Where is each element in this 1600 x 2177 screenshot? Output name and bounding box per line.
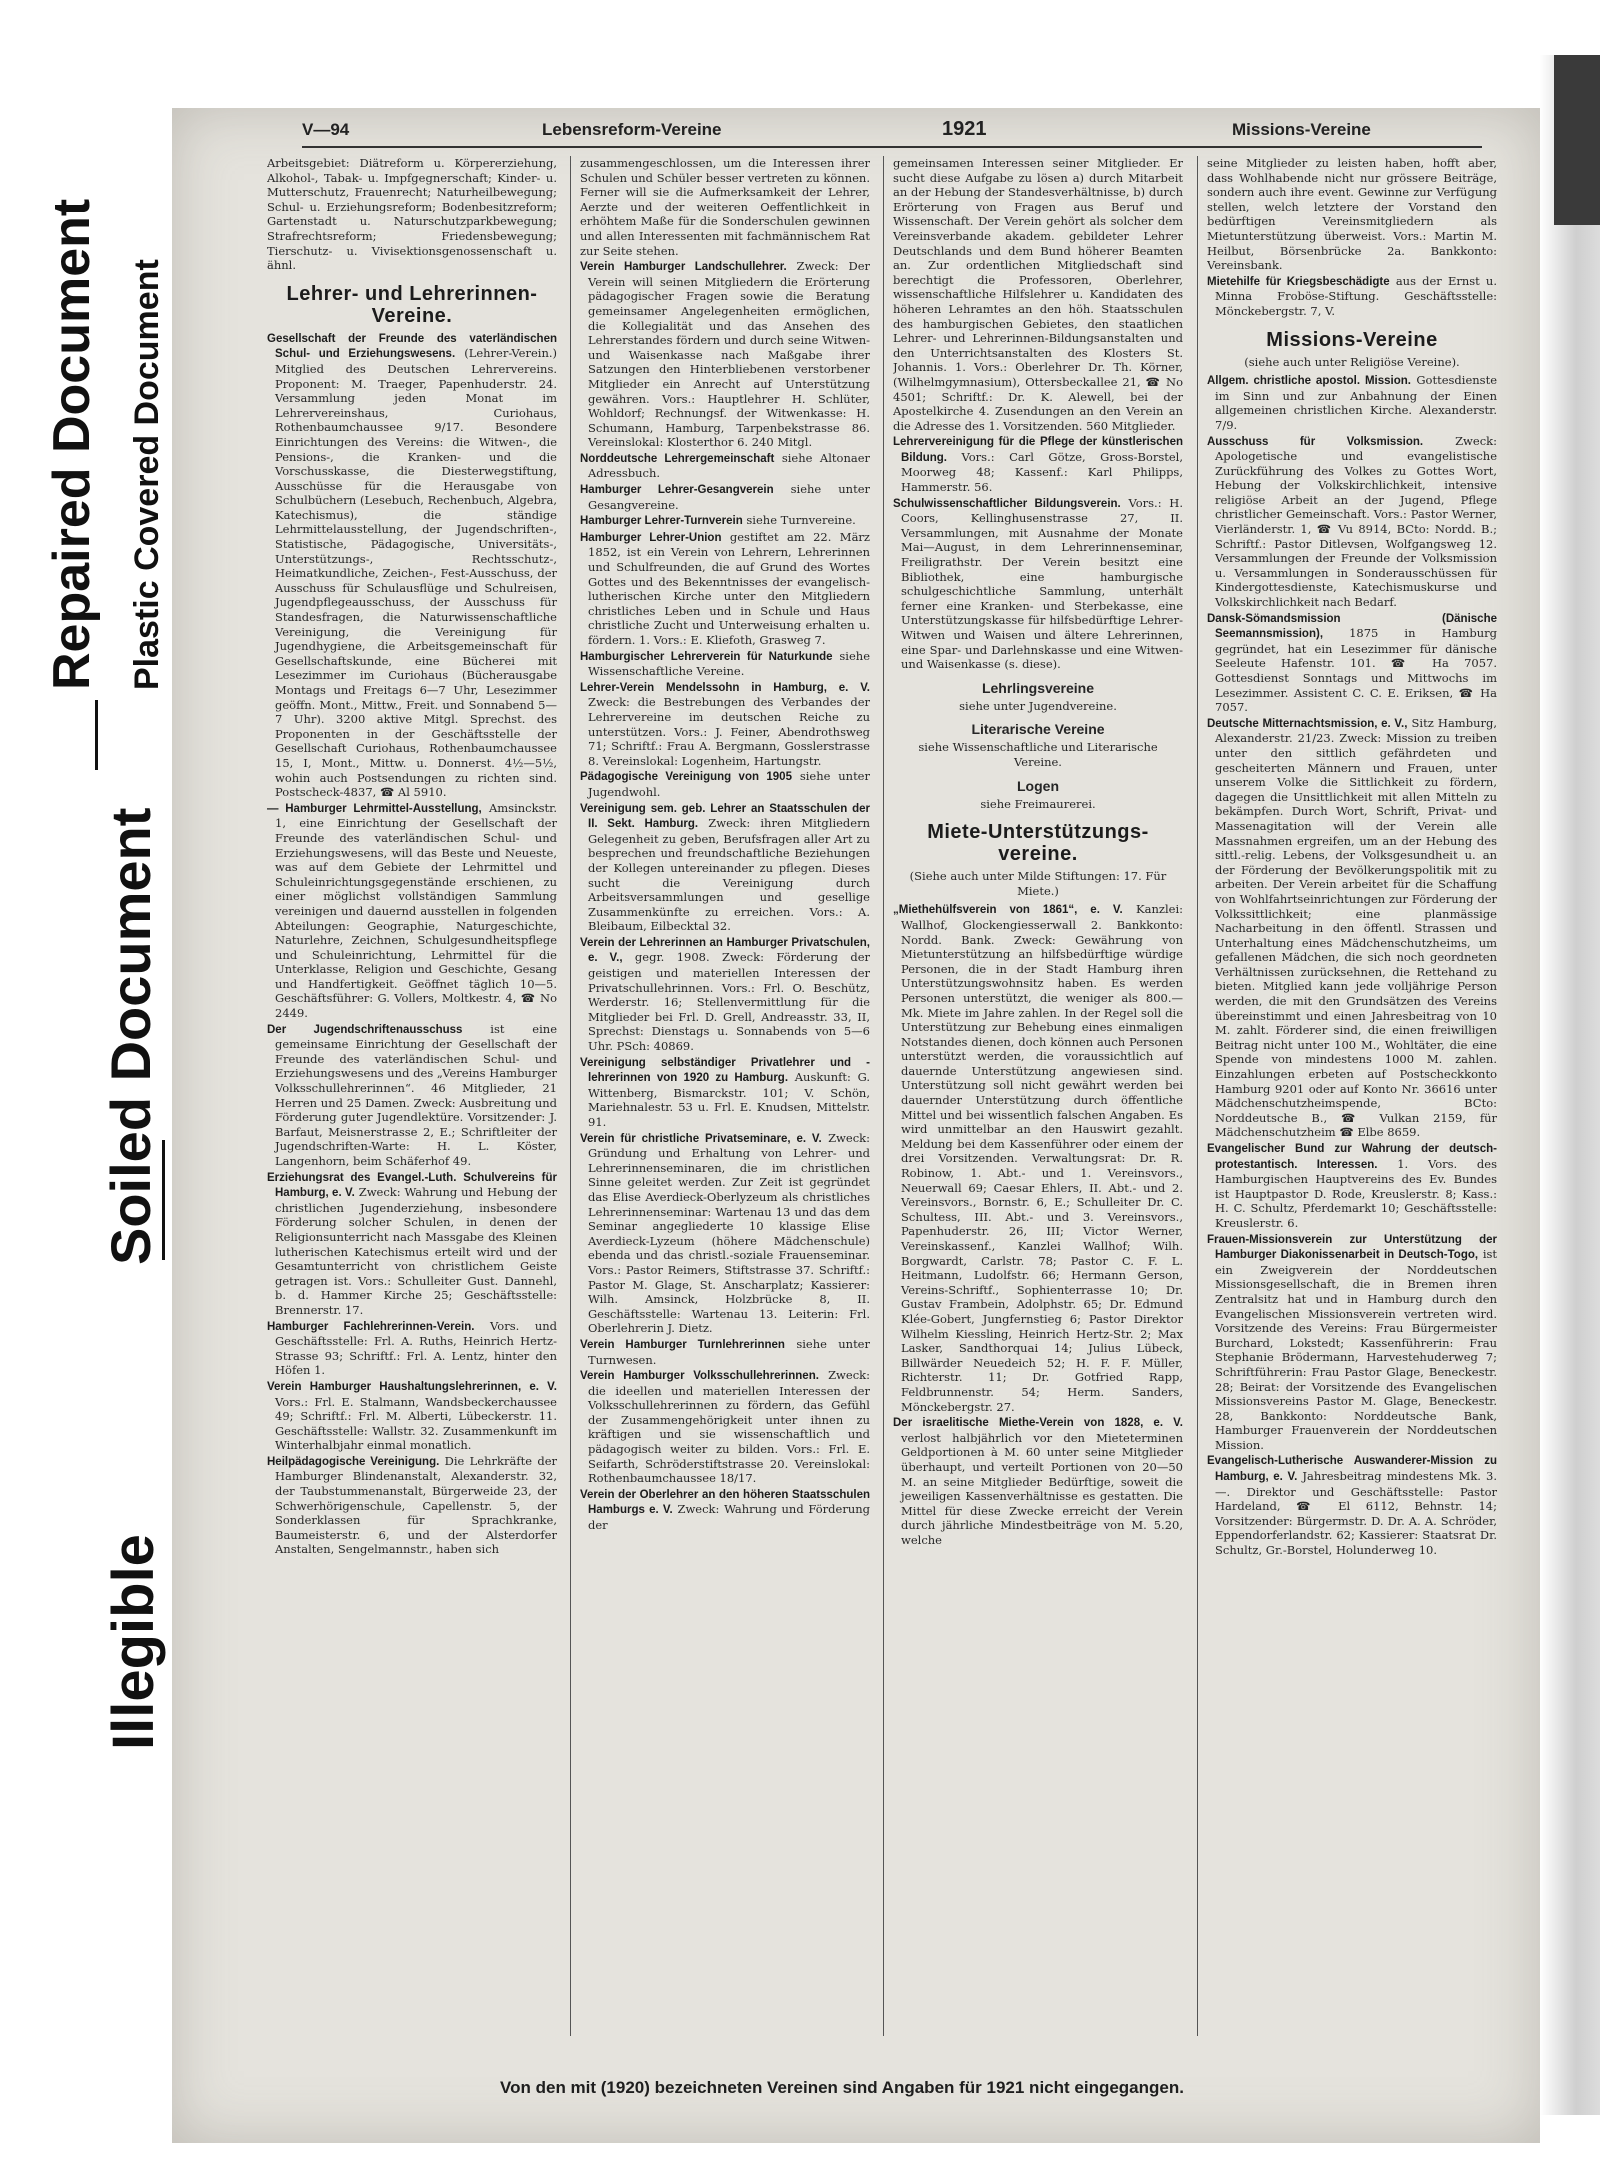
entry-text: Vors.: Frl. E. Stalmann, Wandsbeckerchaussee 49; Schriftf.: Frl. M. Alberti, Lübeckerstr. 11. Geschäftsstelle: Wallstr. 32. Zusammenkunft im Winterhalbjahr einmal monatlich. — [275, 1394, 557, 1453]
list-item — [580, 769, 870, 799]
entry-text: siehe Wissenschaftliche Vereine. — [588, 648, 870, 679]
entry-text: Vors. und Geschäftsstelle: Frl. A. Ruths, Heinrich Hertz-Strasse 93; Schriftf.: Frl. A. Lentz, hinter den Höfen 1. — [275, 1318, 557, 1378]
list-item — [580, 482, 870, 512]
entry-name: Verein der Oberlehrer an den höheren Staatsschulen Hamburgs e. V. — [580, 1488, 870, 1517]
entry-name: Allgem. christliche apostol. Mission. — [1207, 375, 1411, 388]
entry-text: Auskunft: G. Wittenberg, Bismarckstr. 101; V. Schön, Mariehnalestr. 53 u. Frl. E. Knudsen, Mittelstr. 91. — [588, 1070, 870, 1129]
text-columns — [267, 156, 1512, 2076]
section-subtitle: siehe Wissenschaftliche und Literarische Vereine. — [918, 740, 1158, 769]
entry-text: gegr. 1908. Zweck: Förderung der geistigen und materiellen Interessen der Privatschullehrinnen. Vors.: Frl. O. Beschütz, Werderstr. 16; Stellenvermittlung für die Mitglieder bei Frl. D. Grell, Andreasstr. 33, II, Sprechst: Dienstags u. Sonnabends von 5—6 Uhr. PSch: 40869. — [588, 950, 870, 1054]
condition-tags — [0, 0, 185, 2177]
section-heading: Missions-Vereine — [1266, 328, 1438, 351]
entry-text: Zweck: Der Verein will seinen Mitgliedern die Erörterung pädagogischer Fragen sowie die Beratung gemeinsamer Angelegenheiten ermöglichen, die Kollegialität und das Ansehen des Lehrerstandes fördern und durch seine Witwen- und Waisenkasse nach Maßgabe ihrer Satzungen den Hinterbliebenen verstorbener Mitglieder ein Anrecht auf Unterstützung gewähren. Vors.: Hauptlehrer H. Schlüter, Wohldorf; Rechnungsf. der Witwenkasse: H. Schumann, Hamburg, Tarpenbekstrasse 86. Vereinslokal: Klosterthor 6. 240 Mitgl. — [588, 259, 870, 450]
list-item — [580, 259, 870, 450]
column-4 — [1207, 156, 1497, 2056]
tag-divider — [162, 1140, 165, 1260]
entry-text: Vors.: H. Coors, Kellinghusenstrasse 27, II. Versammlungen, mit Ausnahme der Monate Mai—August, in dem Lehrerinnenseminar, Freiligrathstr. Der Verein besitzt eine Bibliothek, eine hamburgische schulgeschichtliche Sammlung, unterhält ferner eine Kranken- und Sterbekasse, eine Unterstützungskasse für hilfsbedürftige Lehrer-Witwen und Waisen und ältere Lehrerinnen, eine Spar- und Darlehnskasse und eine Witwen- und Waisenkasse (s. diese). — [901, 495, 1183, 672]
tag-repaired-document: Repaired Document — [43, 198, 101, 690]
entry-name: Heilpädagogische Vereinigung. — [267, 1455, 440, 1468]
entry-name: Evangelisch-Lutherische Auswanderer-Mission zu Hamburg, e. V. — [1207, 1455, 1497, 1484]
entry-name: Mietehilfe für Kriegsbeschädigte — [1207, 275, 1390, 288]
entry-text: siehe Altonaer Adressbuch. — [588, 450, 870, 481]
entry-text: Gottesdienste im Sinn und zur Anbahnung der Einen allgemeinen christlichen Kirche. Alexanderstr. 7/9. — [1215, 373, 1497, 432]
entry-name: — Hamburger Lehrmittel-Ausstellung, — [267, 802, 482, 815]
entry-text: siehe unter Gesangvereine. — [588, 482, 870, 512]
entry-name: Deutsche Mitternachtsmission, e. V., — [1207, 717, 1408, 730]
entry-name: Norddeutsche Lehrergemeinschaft — [580, 452, 775, 465]
column-3 — [893, 156, 1183, 2056]
list-item — [1207, 1232, 1497, 1453]
paragraph: gemeinsamen Interessen seiner Mitglieder. Er sucht diese Aufgabe zu lösen a) durch Mitarbeit an der Hebung der Standesverhältnisse, b) durch Erörterung von Fragen aus Beruf und Wissenschaft. Der Verein gehört als solcher dem Vereinsverbande akadem. gebildeter Lehrer Deutschlands und dem Bund höherer Beamten an. Zur ordentlichen Mitgliedschaft sind berechtigt die Professoren, Oberlehrer, wissenschaftliche Hilfslehrer u. Kandidaten des höheren Lehramtes an den höh. Staatsschulen des hamburgischen Gebietes, den staatlichen Lehrer- und Lehrerinnen-Bildungsanstalten und den Unterrichtsanstalten des Klosters St. Johannis. 1. Vors.: Oberlehrer Dr. Th. Körner, (Wilhelmgymnasium), Ottersbeckallee 21, ☎ No 4501; Schriftf.: Dr. K. Alewell, bei der Apostelkirche 4. Zusendungen an den Verein an die Adresse des 1. Vorsitzenden. 560 Mitglieder. — [893, 156, 1183, 433]
entry-name: Verein der Lehrerinnen an Hamburger Privatschulen, e. V., — [580, 936, 870, 965]
entry-text: (Lehrer-Verein.) Mitglied des Deutschen Lehrervereins. Proponent: M. Traeger, Papenhuderstr. 24. Versammlung jeden Monat im Lehrervereinshaus, Curiohaus, Rothenbaumchaussee 9/17. Besondere Einrichtungen des Vereins: die Witwen-, die Pensions-, die Kranken- und die Vorschusskasse, die Diesterwegstiftung, Ausschüsse für die Herausgabe von Schulbüchern (Lesebuch, Rechenbuch, Algebra, Katechismus), die ständige Lehrmittelausstellung, der Jugendschriften-, Statistische, Pädagogische, Universitäts-, Unterstützungs-, Rechtsschutz-, Heimatkundliche, Zeichen-, Fest-Ausschuss, der Ausschuss für Schulausflüge und Schulreisen, Jugendpflegeausschuss, der Ausschuss für Standesfragen, die Naturwissenschaftliche Vereinigung, die Vereinigung für Jugendhygiene, die Arbeitsgemeinschaft für Gesellschaftskunde, eine Bücherei mit Lesezimmer im Curiohaus (Bücherausgabe Montags und Freitags 6—7 Uhr, Lesezimmer geöffn. Mont., Mittw., Freit. und Sonnabend 5—7 Uhr). 3200 aktive Mitgl. Sprechst. des Proponenten in der Geschäftsstelle der Gesellschaft Curiohaus, Rothenbaumchaussee 15, I, Mont., Mittw. u. Donnerst. 4½—5½, wohin auch Postsendungen zu richten sind. Postscheck-4837, ☎ Al 5910. — [275, 346, 557, 800]
entry-name: Gesellschaft der Freunde des vaterländischen Schul- und Erziehungswesens. — [267, 332, 557, 361]
entry-name: Der Jugendschriftenausschuss — [267, 1023, 463, 1036]
column-rule — [1197, 156, 1198, 2036]
entry-name: Hamburger Lehrer-Gesangverein — [580, 484, 774, 497]
entry-text: verlost halbjährlich vor den Mieteterminen Geldportionen à M. 60 unter seine Mitglieder überhaupt, und verteilt Portionen von 20—50 M. an seine Mitglieder Bedürftige, soweit die jeweiligen Kassenverhältnisse es gestatten. Die Mittel für diese Zwecke erreicht der Verein durch jährliche Mindestbeiträge von M. 5.20, welche — [901, 1430, 1183, 1547]
list-item — [1207, 274, 1497, 319]
page-footnote: Von den mit (1920) bezeichneten Vereinen sind Angaben für 1921 nicht eingegangen. — [500, 2078, 1184, 2097]
column-rule — [570, 156, 571, 2036]
list-item — [267, 1319, 557, 1378]
running-header — [302, 118, 1482, 148]
entry-text: Die Lehrkräfte der Hamburger Blindenanstalt, Alexanderstr. 32, der Taubstummenanstalt, Bürgerweide 23, der Schwerhörigenschule, Capellenstr. 5, der Sonderklassen für Sprachkranke, Baumeisterstr. 6, und der Alsterdorfer Anstalten, Sengelmannstr., haben sich — [275, 1453, 557, 1557]
entry-text: Zweck: Wahrung und Förderung der — [588, 1502, 870, 1533]
entry-text: Kanzlei: Wallhof, Glockengiesserwall 2. Bankkonto: Nordd. Bank. Zweck: Gewährung von Mietunterstützung an hilfsbedürftige würdige Personen, die in der Stadt Hamburg ihren Unterstützungswohnsitz haben. Es werden Personen unterstützt, die weniger als 800.— Mk. Miete im Jahre zahlen. In der Regel soll die Unterstützung zur Behebung eines einmaligen Notstandes dienen, doch können auch Personen unterstützt werden, die voraussichtlich auf dauernde Unterstützung angewiesen sind. Unterstützung soll nicht gewährt werden bei dauernder Unterstützung durch öffentliche Mittel und bei wissentlich falschen Angaben. Es wird unmittelbar an den Hauswirt gezahlt. Meldung bei dem Kassenführer oder einem der drei Vorsitzenden. Verwaltungsrat: Dr. R. Robinow, 1. Abt.- und 1. Vereinsvors., Neuerwall 69; Caesar Ehlers, II. Abt.- und 2. Vereinsvors., Bornstr. 6, E.; Schulleiter Dr. C. Schultess, III. Abt.- und 3. Vereinsvors., Papenhuderstr. 26, III; Victor Werner, Vereinskassenf., Kanzlei Wallhof; Wilh. Borgwardt, Carlstr. 78; Pastor C. F. L. Heitmann, Ludolfstr. 66; Hermann Gerson, Vereins-Schriftf., Sophienterrasse 10; Dr. Gustav Frambein, Adolphstr. 65; Dr. Edmund Klée-Gobert, Jungfernstieg 6; Pastor Direktor Wilhelm Kiessling, Heinrich Hertz-Str. 2; Max Lasker, Sandthorquai 14; Julius Lübeck, Billwärder Neuedeich 52; H. F. F. Müller, Richterstr. 11; Dr. Gotfried Rapp, Feldbrunnenstr. 54; Herm. Sanders, Mönckebergstr. 27. — [901, 902, 1183, 1414]
entry-name: Verein Hamburger Landschullehrer. — [580, 261, 787, 274]
entry-name: Hamburger Lehrer-Union — [580, 531, 722, 544]
column-2 — [580, 156, 870, 2056]
section-subtitle: (Siehe auch unter Milde Stiftungen: 17. Für Miete.) — [909, 869, 1167, 898]
list-item — [893, 1415, 1183, 1547]
list-item — [1207, 373, 1497, 432]
list-item — [580, 1131, 870, 1336]
entry-text: gestiftet am 22. März 1852, ist ein Verein von Lehrern, Lehrerinnen und Schulfreunden, die auf Grund des Wortes Gottes und des Bekenntnisses der evangelisch-lutherischen Kirche unter den Mitgliedern christliches Leben und in Schule und Haus christliche Zucht und Unterweisung erhalten u. fördern. 1. Vors.: E. Kliefoth, Grasweg 7. — [588, 529, 870, 647]
list-item — [267, 801, 557, 1021]
entry-name: Lehrer-Verein Mendelssohn in Hamburg, e. V. — [580, 681, 870, 694]
entry-name: Hamburger Fachlehrerinnen-Verein. — [267, 1320, 475, 1333]
section-subtitle: siehe unter Jugendvereine. — [959, 698, 1117, 713]
list-item — [580, 513, 870, 529]
entry-text: Zweck: die ideellen und materiellen Interessen der Volksschullehrerinnen zu fördern, das Gefühl der Zusammengehörigkeit unter ihnen zu kräftigen und sie wissenschaftlich und pädagogisch weiter zu bilden. Vors.: Frl. E. Seifarth, Schröderstiftstrasse 20. Vereinslokal: Rothenbaumchaussee 18/17. — [588, 1368, 870, 1486]
list-item — [1207, 1453, 1497, 1557]
column-1 — [267, 156, 557, 2056]
entry-text: Zweck: Gründung und Erhaltung von Lehrer- und Lehrerinnenseminaren, die im christlichen Sinne geleitet werden. Zur Zeit ist gegründet das Elise Averdieck-Oberlyzeum als christliches Lehrerinnenseminar: Wartenau 13 und das dem Seminar angegliederte 10 klassige Elise Averdieck-Lyzeum (höhere Mädchenschule) ebenda und das christl.-soziale Frauenseminar. Vors.: Pastor Reimers, Stiftstrasse 37. Schriftf.: Pastor M. Glage, St. Anscharplatz; Kassierer: Wilh. Amsinck, Holzbrücke 8, II. Geschäftsstelle: Wartenau 13. Leiterin: Frl. Oberlehrerin J. Dietz. — [588, 1130, 870, 1336]
entry-text: siehe unter Turnwesen. — [588, 1336, 870, 1367]
list-item — [580, 680, 870, 769]
entry-text: Jahresbeitrag mindestens Mk. 3.—. Direktor und Geschäftsstelle: Pastor Hardeland, ☎ El 6112, Behnstr. 14; Vorsitzender: Bürgermstr. D. Dr. A. A. Schröder, Eppendorferlandstr. 62; Kassierer: Staatsrat Dr. Schultz, Gr.-Borstel, Holunderweg 10. — [1215, 1469, 1497, 1558]
entry-name: Der israelitische Miethe-Verein von 1828, e. V. — [893, 1417, 1183, 1430]
section-heading: Miete-Unterstützungs-vereine. — [927, 821, 1149, 866]
list-item — [580, 801, 870, 934]
entry-text: aus der Ernst u. Minna Froböse-Stiftung. Geschäftsstelle: Mönckebergstr. 7, V. — [1215, 273, 1497, 318]
entry-name: Ausschuss für Volksmission. — [1207, 435, 1424, 448]
entry-text: Vors.: Carl Götze, Gross-Borstel, Moorweg 48; Kassenf.: Karl Philipps, Hammerstr. 56. — [901, 449, 1183, 495]
entry-name: Verein Hamburger Turnlehrerinnen — [580, 1338, 785, 1351]
tag-soiled-document: Soiled Document — [99, 807, 162, 1265]
entry-text: Amsinckstr. 1, eine Einrichtung der Gesellschaft der Freunde des vaterländischen Schul- und Erziehungswesens, will das Beste und Neueste, was auf dem Gebiete der Lehrmittel und Schuleinrichtungsgegenstände erschienen, zu einer möglichst vollständigen Sammlung vereinigen und dauernd ausstellen in folgenden Abteilungen: Geographie, Naturgeschichte, Naturlehre, Zeichnen, Schulgesundheitspflege und Schuleinrichtung, Lehrmittel für die Unterklasse, Religion und Geschichte, Gesang und Handfertigkeit. Geöffnet täglich 10—5. Geschäftsführer: G. Vollers, Moltkestr. 4, ☎ No 2449. — [275, 800, 557, 1021]
entry-text: Zweck: Wahrung und Hebung der christlichen Jugenderziehung, insbesondere Förderung solcher Schulen, in denen der Religionsunterricht nach Massgabe des Kleinen lutherischen Katechismus erteilt wird und der Gesamtunterricht von christlichem Geiste getragen ist. Vors.: Schulleiter Gust. Dannehl, b. d. Hammer Kirche 25; Geschäftsstelle: Brennerstr. 17. — [275, 1185, 557, 1317]
list-item — [580, 1368, 870, 1486]
entry-text: siehe Turnvereine. — [746, 513, 856, 528]
list-item — [580, 1055, 870, 1130]
list-item — [580, 1487, 870, 1533]
entry-name: Dansk-Sömandsmission (Dänische Seemannsmission), — [1207, 612, 1497, 641]
entry-name: Pädagogische Vereinigung von 1905 — [580, 771, 792, 784]
tag-divider — [95, 700, 98, 770]
paragraph: seine Mitglieder zu leisten haben, hofft aber, dass Wohlhabende nicht nur grössere Beiträge, sondern auch ihre event. Gewinne zur Verfügung stellen, welch letztere der Vorstand den bedürftigen Vereinsmitgliedern als Mietunterstützung überweist. Vors.: Martin M. Heilbut, Börsenbrücke 2a. Bankkonto: Vereinsbank. — [1207, 156, 1497, 273]
list-item — [580, 1337, 870, 1367]
entry-text: Zweck: Apologetische und evangelistische Zurückführung des Volkes zu Gottes Wort, Hebung der Volkskirchlichkeit, intensive religiöse Arbeit an der Jugend, Pflege christlicher Gemeinschaft. Vors.: Pastor Werner, Vierländerstr. 1, ☎ Vu 8914, BCto: Nordd. B.; Schriftf.: Pastor Ditlevsen, Wolfgangsweg 12. Versammlungen der Freunde der Volksmission u. Versammlungen in Sonderausschüssen für Kindergottesdienste, Katechismuskurse und Volkskirchlichkeit nach Bedarf. — [1215, 433, 1497, 610]
entry-name: Frauen-Missionsverein zur Unterstützung der Hamburger Diakonissenarbeit in Deutsch-Togo, — [1207, 1233, 1497, 1262]
section-subtitle: siehe Freimaurerei. — [980, 796, 1096, 811]
header-right-title: Missions-Vereine — [1232, 120, 1371, 139]
document-page — [172, 108, 1540, 2143]
entry-name: Hamburgischer Lehrerverein für Naturkunde — [580, 650, 833, 663]
list-item — [580, 649, 870, 679]
list-item — [580, 935, 870, 1054]
column-rule — [883, 156, 884, 2036]
entry-name: „Miethehülfsverein von 1861“, e. V. — [893, 904, 1123, 917]
list-item — [1207, 434, 1497, 610]
list-item — [267, 1022, 557, 1169]
entry-text: 1. Vors. des Hamburgischen Hauptvereins des Ev. Bundes ist Hauptpastor D. Rode, Kreuslerstr. 8; Kass.: H. C. Schultz, Pferdemarkt 10; Geschäftsstelle: Kreuslerstr. 6. — [1215, 1156, 1497, 1230]
entry-text: ist ein Zweigverein der Norddeutschen Missionsgesellschaft, die in Bremen ihren Zentralsitz hat und in Hamburg durch den Evangelischen Missionsverein vertreten wird. Vorsitzende des Vereins: Frau Bürgermeister Burchard, Lokstedt; Kassenführerin: Frau Stephanie Brödermann, Harvestehuderweg 7; Schriftführerin: Frau Pastor Glage, Beneckestr. 28; Beirat: der Vorsitzende des Evangelischen Missionsvereins Pastor M. Glage, Beneckestr. 28, Bankkonto: Norddeutsche Bank, Hamburger Frauenverein der Norddeutschen Mission. — [1215, 1247, 1497, 1452]
header-year: 1921 — [942, 118, 987, 140]
list-item — [1207, 1141, 1497, 1231]
list-item — [580, 451, 870, 481]
section-heading: Lehrlingsvereine — [981, 679, 1095, 696]
entry-name: Schulwissenschaftlicher Bildungsverein. — [893, 497, 1121, 510]
entry-name: Verein Hamburger Haushaltungslehrerinnen, e. V. — [267, 1380, 557, 1393]
entry-text: Zweck: ihren Mitgliedern Gelegenheit zu geben, Berufsfragen aller Art zu besprechen und freundschaftliche Beziehungen der Kollegen untereinander zu pflegen. Dieses sucht die Vereinigung durch Arbeitsversammlungen und gesellige Zusammenkünfte zu erreichen. Vors.: A. Bleibaum, Eilbecktal 32. — [588, 816, 870, 934]
list-item — [1207, 611, 1497, 715]
entry-name: Vereinigung sem. geb. Lehrer an Staatsschulen der II. Sekt. Hamburg. — [580, 802, 870, 831]
entry-text: Zweck: die Bestrebungen des Verbandes der Lehrervereine im deutschen Reiche zu unterstützen. Vors.: J. Feiner, Abendrothsweg 71; Schriftf.: Frau A. Bergmann, Gosslerstrasse 8. Vereinslokal: Logenheim, Hartungstr. — [588, 695, 870, 768]
section-heading: Literarische Vereine — [971, 721, 1105, 738]
section-subtitle: (siehe auch unter Religiöse Vereine). — [1244, 354, 1460, 369]
list-item — [893, 434, 1183, 494]
tag-illegible: Illegible — [101, 1534, 166, 1750]
header-left-title: Lebensreform-Vereine — [542, 120, 722, 139]
entry-text: siehe unter Jugendwohl. — [588, 769, 870, 799]
section-heading: Logen — [1017, 777, 1059, 794]
list-item — [1207, 716, 1497, 1140]
scan-edge — [1540, 55, 1600, 2115]
list-item — [893, 902, 1183, 1414]
entry-name: Verein für christliche Privatseminare, e. V. — [580, 1132, 822, 1145]
entry-name: Hamburger Lehrer-Turnverein — [580, 515, 743, 528]
scan-dark-corner — [1554, 55, 1600, 225]
entry-text: 1875 in Hamburg gegründet, hat ein Lesezimmer für dänische Seeleute Hafenstr. 101. ☎ Ha 7057. Gottesdienst Sonntags und Mittwochs im Lesezimmer. Assistent C. C. E. Eriksen, ☎ Ha 7057. — [1215, 626, 1497, 715]
paragraph: zusammengeschlossen, um die Interessen ihrer Schulen und Schüler besser vertreten zu können. Ferner will sie die Aufmerksamkeit der Lehrer, Aerzte und der weiteren Oeffentlichkeit in erhöhtem Maße für die Sonderschulen gewinnen und allen Interessenten mit fachmännischem Rat zur Seite stehen. — [580, 156, 870, 258]
list-item — [267, 331, 557, 800]
tag-plastic-covered-document: Plastic Covered Document — [128, 259, 166, 690]
entry-name: Erziehungsrat des Evangel.-Luth. Schulvereins für Hamburg, e. V. — [267, 1171, 557, 1200]
list-item — [267, 1454, 557, 1557]
entry-text: ist eine gemeinsame Einrichtung der Gesellschaft der Freunde des vaterländischen Schul- und Erziehungswesens und des „Vereins Hamburger Volksschullehrerinnen“. 46 Mitglieder, 21 Herren und 25 Damen. Zweck: Ausbreitung und Förderung guter Jugendlektüre. Vorsitzender: J. Barfaut, Meisnerstrasse 2, E.; Schriftleiter der Jugendschriften-Warte: H. L. Köster, Langenhorn, beim Schäferhof 49. — [275, 1021, 557, 1168]
paragraph: Arbeitsgebiet: Diätreform u. Körpererziehung, Alkohol-, Tabak- u. Impfgegnerschaft; Kinder- u. Mutterschutz, Frauenrecht; Naturheilbewegung; Schul- u. Erziehungsreform; Bodenbesitzreform; Gartenstadt u. Naturschutzparkbewegung; Strafrechtsreform; Friedensbewegung; Tierschutz- u. Vivisektionsgenossenschaft u. ähnl. — [267, 156, 557, 273]
list-item — [267, 1170, 557, 1318]
entry-name: Lehrervereinigung für die Pflege der künstlerischen Bildung. — [893, 436, 1183, 464]
entry-name: Vereinigung selbständiger Privatlehrer und -lehrerinnen von 1920 zu Hamburg. — [580, 1056, 870, 1085]
entry-name: Verein Hamburger Volksschullehrerinnen. — [580, 1370, 819, 1383]
page-number: V—94 — [302, 120, 350, 139]
entry-text: Sitz Hamburg, Alexanderstr. 21/23. Zweck: Mission zu treiben unter den sittlich gefährdeten und gescheiterten Männern und Frauen, unter unserem Volke die Sittlichkeit zu fördern, dagegen die Unsittlichkeit mit allen Mitteln zu bekämpfen. Durch Wort, Schrift, Privat- und Massenagitation will der Verein alle Massnahmen ergreifen, um an der Hebung des sittl.-relig. Lebens, der Volksgesundheit u. an der Förderung der Bevölkerungspolitik mit zu arbeiten. Der Verein arbeitet für die Schaffung von Wohlfahrtseinrichtungen zur Förderung der Volkssittlichkeit; eine planmässige Nacharbeitung in den öffentl. Strassen und Unterhaltung eines Mädchenschutzheims, um gefallenen Mädchen, die sich noch geordneten Verhältnissen zurücksehnen, die Rettehand zu bieten. Mitglied kann jede volljährige Person werden, die mit den Grundsätzen des Vereins übereinstimmt und einen Jahresbeitrag von 10 M. zahlt. Förderer sind, die einen freiwilligen Beitrag nicht unter 100 M., Wohltäter, die eine Spende von mindestens 1000 M. zahlen. Einzahlungen erbeten auf Postscheckkonto Hamburg 9201 oder auf Konto Nr. 36616 unter Mädchenschutzheimspende, BCto: Norddeutsche B., ☎ Vulkan 2159, für Mädchenschutzheim ☎ Elbe 8659. — [1215, 715, 1497, 1140]
section-heading: Lehrer- und Lehrerinnen-Vereine. — [286, 282, 538, 327]
list-item — [580, 530, 870, 648]
list-item — [893, 496, 1183, 672]
entry-name: Evangelischer Bund zur Wahrung der deutsch-protestantisch. Interessen. — [1207, 1143, 1497, 1171]
list-item — [267, 1379, 557, 1453]
